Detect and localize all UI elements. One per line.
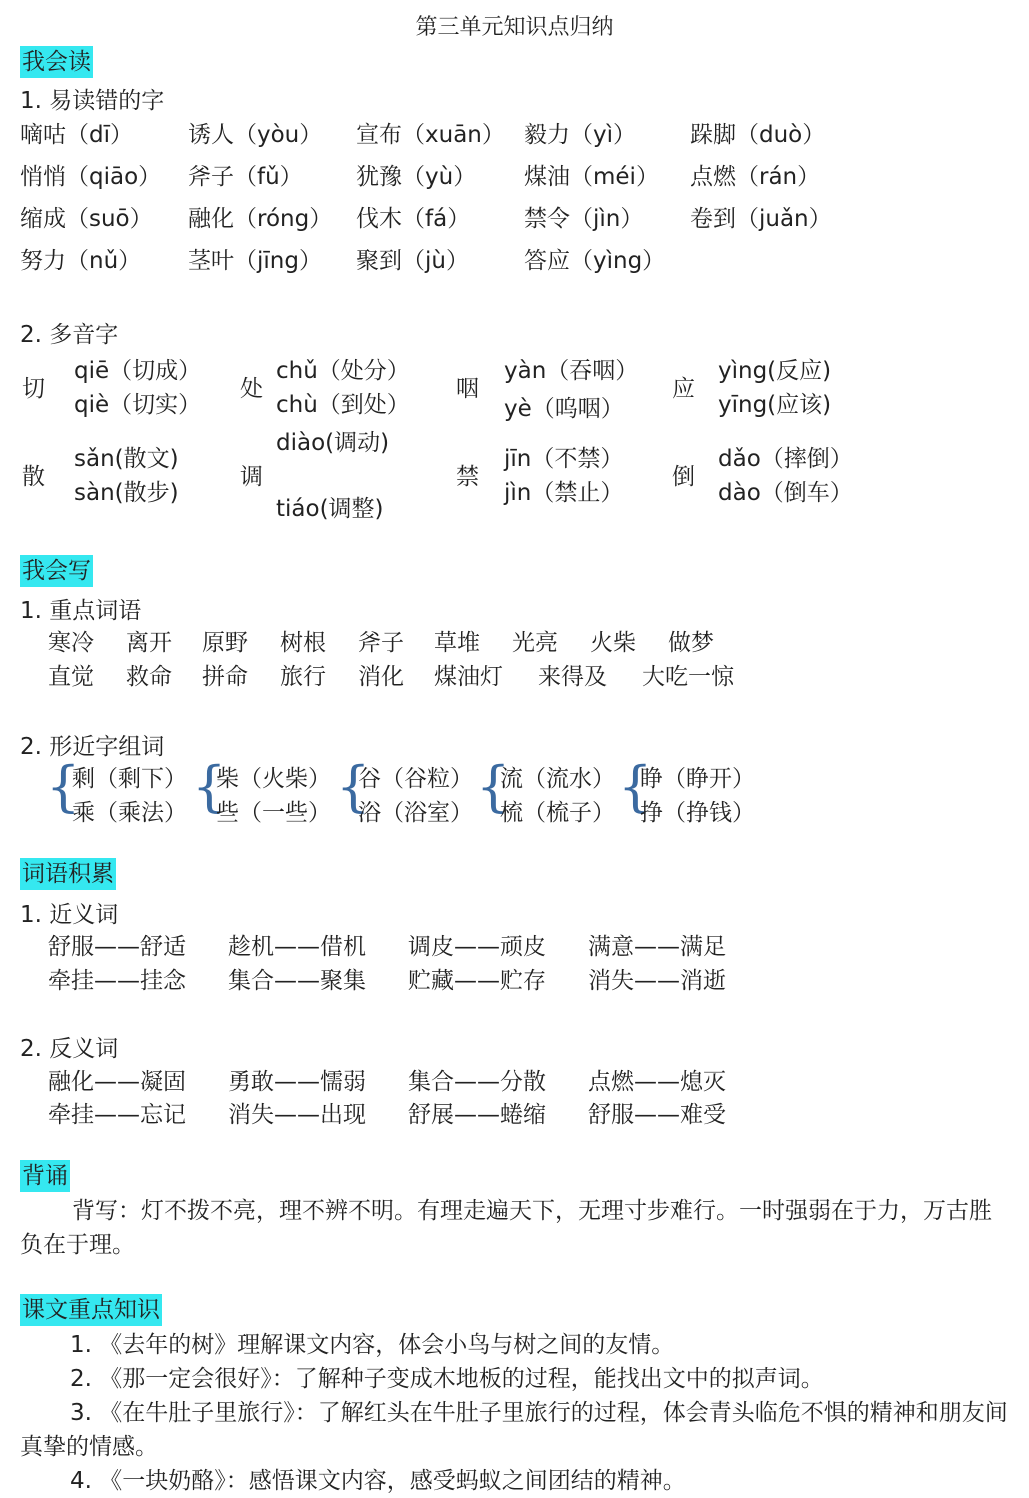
antonym-pair: 勇敢——懦弱	[228, 1069, 366, 1095]
poly-char: 调	[240, 464, 263, 490]
easy-item: 卷到（juǎn）	[690, 206, 832, 232]
easy-item: 点燃（rán）	[690, 164, 821, 190]
key-word: 消化	[358, 664, 404, 690]
brace-icon: {	[336, 755, 371, 818]
antonym-pair: 消失——出现	[228, 1102, 366, 1128]
synonym-pair: 消失——消逝	[588, 968, 726, 994]
poly-reading: yè（呜咽）	[504, 396, 624, 422]
similar-char: 乘（乘法）	[72, 800, 187, 826]
synonym-pair: 趁机——借机	[228, 934, 366, 960]
synonym-pair: 满意——满足	[588, 934, 726, 960]
easy-item: 煤油（méi）	[524, 164, 659, 190]
easy-item: 答应（yìng）	[524, 248, 666, 274]
key-word: 寒冷	[48, 630, 94, 656]
key-word: 草堆	[434, 630, 480, 656]
easy-item: 斧子（fǔ）	[188, 164, 303, 190]
section-label-recite: 背诵	[20, 1160, 70, 1192]
brace-icon: {	[192, 755, 227, 818]
antonym-pair: 点燃——熄灭	[588, 1069, 726, 1095]
poly-reading: jīn（不禁）	[504, 446, 624, 472]
easy-item: 聚到（jù）	[356, 248, 469, 274]
subheading-similar-chars: 2. 形近字组词	[20, 734, 165, 760]
poly-reading: dǎo（摔倒）	[718, 446, 853, 472]
key-word: 拼命	[202, 664, 248, 690]
subheading-polyphonic: 2. 多音字	[20, 322, 119, 348]
key-word: 煤油灯	[434, 664, 503, 690]
poly-reading: yìng(反应)	[718, 358, 832, 384]
page-title: 第三单元知识点归纳	[415, 15, 614, 40]
poly-char: 散	[22, 464, 45, 490]
poly-reading: yīng(应该)	[718, 392, 832, 418]
knowledge-item: 4. 《一块奶酪》：感悟课文内容，感受蚂蚁之间团结的精神。	[70, 1468, 686, 1494]
recite-text: 背写：灯不拨不亮，理不辨不明。有理走遍天下，无理寸步难行。一时强弱在于力，万古胜负在于理。	[20, 1198, 992, 1258]
easy-item: 努力（nǔ）	[20, 248, 142, 274]
key-word: 原野	[202, 630, 248, 656]
brace-icon: {	[476, 755, 511, 818]
synonym-pair: 集合——聚集	[228, 968, 366, 994]
easy-item: 伐木（fá）	[356, 206, 471, 232]
similar-char: 睁（睁开）	[640, 766, 755, 792]
key-word: 火柴	[590, 630, 636, 656]
antonym-pair: 舒服——难受	[588, 1102, 726, 1128]
key-word: 斧子	[358, 630, 404, 656]
easy-item: 茎叶（jīng）	[188, 248, 322, 274]
subheading-key-words: 1. 重点词语	[20, 598, 142, 624]
key-word: 大吃一惊	[642, 664, 734, 690]
knowledge-item: 1. 《去年的树》理解课文内容，体会小鸟与树之间的友情。	[70, 1332, 675, 1358]
easy-item: 融化（róng）	[188, 206, 333, 232]
similar-char: 柴（火柴）	[216, 766, 331, 792]
poly-char: 咽	[456, 376, 479, 402]
key-word: 离开	[126, 630, 172, 656]
knowledge-item: 3. 《在牛肚子里旅行》：了解红头在牛肚子里旅行的过程，体会青头临危不惧的精神和朋友间真挚的情感。	[20, 1400, 1008, 1460]
similar-char: 谷（谷粒）	[358, 766, 473, 792]
key-word: 光亮	[512, 630, 558, 656]
antonym-pair: 舒展——蜷缩	[408, 1102, 546, 1128]
similar-char: 剩（剩下）	[72, 766, 187, 792]
poly-char: 倒	[672, 464, 695, 490]
section-label-vocab: 词语积累	[20, 858, 116, 890]
easy-item: 跺脚（duò）	[690, 122, 826, 148]
poly-reading: qiē（切成）	[74, 358, 202, 384]
poly-char: 应	[672, 376, 695, 402]
subheading-antonyms: 2. 反义词	[20, 1036, 119, 1062]
brace-icon: {	[46, 755, 81, 818]
synonym-pair: 牵挂——挂念	[48, 968, 186, 994]
key-word: 旅行	[280, 664, 326, 690]
poly-reading: dào（倒车）	[718, 480, 853, 506]
easy-item: 毅力（yì）	[524, 122, 637, 148]
section-label-write: 我会写	[20, 555, 93, 587]
easy-item: 诱人（yòu）	[188, 122, 323, 148]
easy-item: 悄悄（qiāo）	[20, 164, 162, 190]
brace-icon: {	[618, 755, 653, 818]
section-label-read: 我会读	[20, 46, 93, 78]
poly-reading: tiáo(调整)	[276, 496, 384, 522]
similar-char: 梳（梳子）	[500, 800, 615, 826]
synonym-pair: 舒服——舒适	[48, 934, 186, 960]
poly-reading: chù（到处）	[276, 392, 410, 418]
antonym-pair: 牵挂——忘记	[48, 1102, 186, 1128]
easy-item: 缩成（suō）	[20, 206, 153, 232]
poly-reading: sǎn(散文)	[74, 446, 179, 472]
poly-char: 切	[22, 376, 45, 402]
antonym-pair: 集合——分散	[408, 1069, 546, 1095]
poly-char: 处	[240, 376, 263, 402]
poly-reading: jìn（禁止）	[504, 480, 624, 506]
key-word: 救命	[126, 664, 172, 690]
antonym-pair: 融化——凝固	[48, 1069, 186, 1095]
similar-char: 浴（浴室）	[358, 800, 473, 826]
easy-item: 犹豫（yù）	[356, 164, 477, 190]
poly-reading: chǔ（处分）	[276, 358, 410, 384]
poly-reading: sàn(散步)	[74, 480, 179, 506]
easy-item: 嘀咕（dī）	[20, 122, 133, 148]
easy-item: 禁令（jìn）	[524, 206, 644, 232]
similar-char: 些（一些）	[216, 800, 331, 826]
key-word: 做梦	[668, 630, 714, 656]
similar-char: 流（流水）	[500, 766, 615, 792]
similar-char: 挣（挣钱）	[640, 800, 755, 826]
key-word: 直觉	[48, 664, 94, 690]
section-label-key-knowledge: 课文重点知识	[20, 1294, 162, 1326]
key-word: 来得及	[538, 664, 607, 690]
key-word: 树根	[280, 630, 326, 656]
poly-char: 禁	[456, 464, 479, 490]
knowledge-item: 2. 《那一定会很好》：了解种子变成木地板的过程，能找出文中的拟声词。	[70, 1366, 824, 1392]
poly-reading: diào(调动)	[276, 430, 390, 456]
synonym-pair: 贮藏——贮存	[408, 968, 546, 994]
synonym-pair: 调皮——顽皮	[408, 934, 546, 960]
subheading-easy-misread: 1. 易读错的字	[20, 88, 165, 114]
poly-reading: qiè（切实）	[74, 392, 202, 418]
easy-item: 宣布（xuān）	[356, 122, 505, 148]
poly-reading: yàn（吞咽）	[504, 358, 639, 384]
subheading-synonyms: 1. 近义词	[20, 902, 119, 928]
